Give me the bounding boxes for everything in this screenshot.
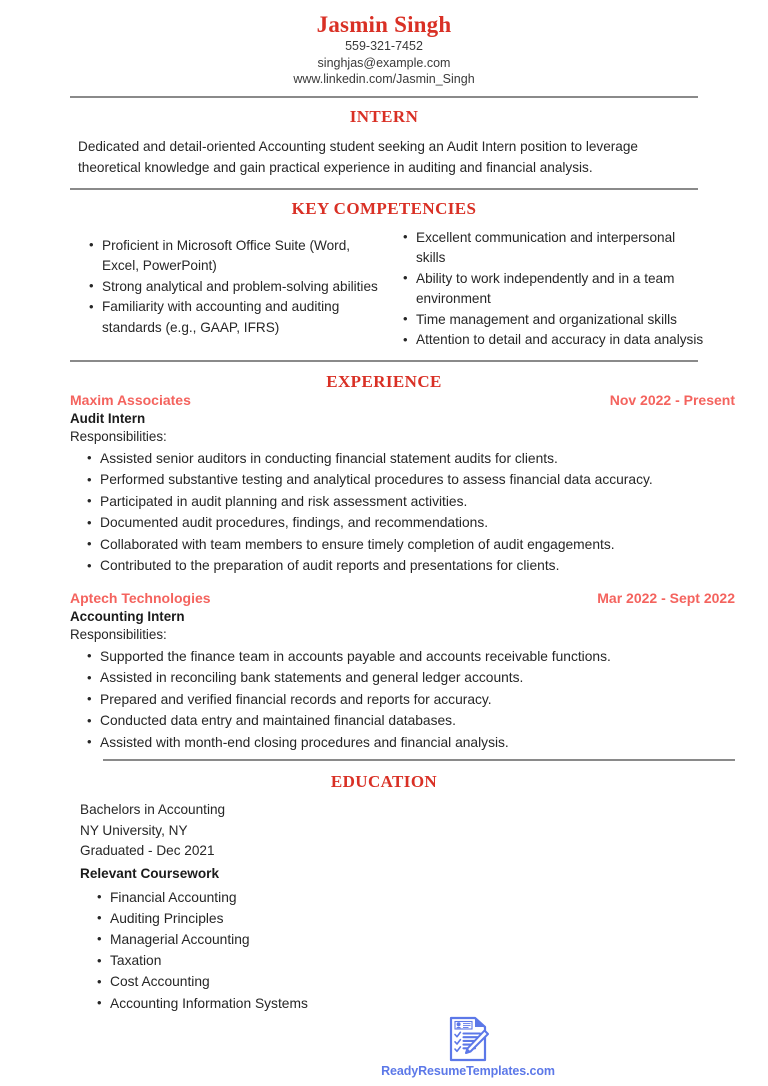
experience-entry-1 [70, 392, 735, 577]
section-title-intern: INTERN [349, 106, 419, 126]
list-item: • Time management and organizational skills [416, 310, 706, 331]
responsibilities-label: Responsibilities: [70, 428, 167, 444]
competencies-column-left [62, 228, 384, 351]
candidate-email: singhjas@example.com [317, 55, 451, 70]
list-item: • Collaborated with team members to ensure timely completion of audit engagements. [100, 534, 735, 556]
education-school: NY University, NY [80, 822, 188, 838]
list-item: • Ability to work independently and in a team environment [416, 269, 706, 310]
divider-header [70, 96, 698, 98]
responsibilities-label: Responsibilities: [70, 626, 167, 642]
education-entry [80, 800, 735, 1014]
list-item: • Assisted with month-end closing procedures and financial analysis. [100, 732, 735, 754]
coursework-list [80, 887, 735, 1014]
list-item: • Strong analytical and problem-solving abilities [102, 277, 384, 298]
list-item: • Auditing Principles [110, 908, 735, 929]
competencies-columns [62, 228, 706, 351]
responsibilities-list [70, 646, 735, 754]
list-item: • Financial Accounting [110, 887, 735, 908]
branding-footer [0, 1016, 768, 1078]
list-item: • Taxation [110, 950, 735, 971]
resume-header [0, 0, 768, 88]
list-item: • Attention to detail and accuracy in data analysis [416, 330, 706, 351]
list-item: • Participated in audit planning and risk assessment activities. [100, 491, 735, 513]
divider-competencies [70, 360, 698, 362]
list-item: • Assisted senior auditors in conducting financial statement audits for clients. [100, 448, 735, 470]
company-name: Maxim Associates [70, 391, 191, 408]
section-title-education: EDUCATION [330, 772, 438, 791]
experience-spacer [0, 577, 768, 590]
divider-summary [70, 188, 698, 190]
list-item: • Familiarity with accounting and auditing standards (e.g., GAAP, IFRS) [102, 297, 384, 338]
list-item: • Managerial Accounting [110, 929, 735, 950]
experience-header-row [70, 392, 735, 408]
branding-text: ReadyResumeTemplates.com [381, 1064, 555, 1078]
list-item: • Supported the finance team in accounts payable and accounts receivable functions. [100, 646, 735, 668]
list-item: • Prepared and verified financial records and reports for accuracy. [100, 689, 735, 711]
employment-dates: Nov 2022 - Present [609, 391, 735, 408]
competencies-list-left [80, 236, 384, 339]
resume-document-pencil-icon [447, 1016, 489, 1062]
list-item: • Accounting Information Systems [110, 993, 735, 1014]
education-graduation: Graduated - Dec 2021 [80, 843, 215, 858]
competencies-column-right [384, 228, 706, 351]
section-title-key-competencies: KEY COMPETENCIES [291, 198, 477, 218]
employment-dates: Mar 2022 - Sept 2022 [597, 589, 735, 606]
coursework-heading: Relevant Coursework [80, 865, 220, 881]
job-title: Audit Intern [70, 410, 146, 426]
company-name: Aptech Technologies [70, 589, 211, 606]
education-degree: Bachelors in Accounting [80, 802, 226, 817]
competencies-list-right [394, 228, 706, 351]
list-item: • Performed substantive testing and analytical procedures to assess financial data accuracy. [100, 469, 735, 491]
experience-header-row [70, 590, 735, 606]
divider-experience [103, 759, 735, 761]
list-item: • Excellent communication and interpersonal skills [416, 228, 706, 269]
job-title: Accounting Intern [70, 608, 185, 624]
list-item: • Assisted in reconciling bank statements and general ledger accounts. [100, 667, 735, 689]
list-item: • Documented audit procedures, findings, and recommendations. [100, 512, 735, 534]
list-item: • Conducted data entry and maintained financial databases. [100, 710, 735, 732]
summary-text: Dedicated and detail-oriented Accounting student seeking an Audit Intern position to leverage theoretical knowledge and gain practical experience in auditing and financial analysis. [78, 138, 638, 175]
list-item: • Contributed to the preparation of audit reports and presentations for clients. [100, 555, 735, 577]
section-title-experience: EXPERIENCE [326, 371, 442, 391]
list-item: • Cost Accounting [110, 971, 735, 992]
candidate-linkedin: www.linkedin.com/Jasmin_Singh [293, 72, 475, 86]
experience-entry-2 [70, 590, 735, 754]
list-item: • Proficient in Microsoft Office Suite (Word, Excel, PowerPoint) [102, 236, 384, 277]
candidate-name: Jasmin Singh [316, 12, 452, 37]
candidate-phone: 559-321-7452 [345, 39, 423, 53]
responsibilities-list [70, 448, 735, 577]
branding-inner [381, 1016, 555, 1078]
